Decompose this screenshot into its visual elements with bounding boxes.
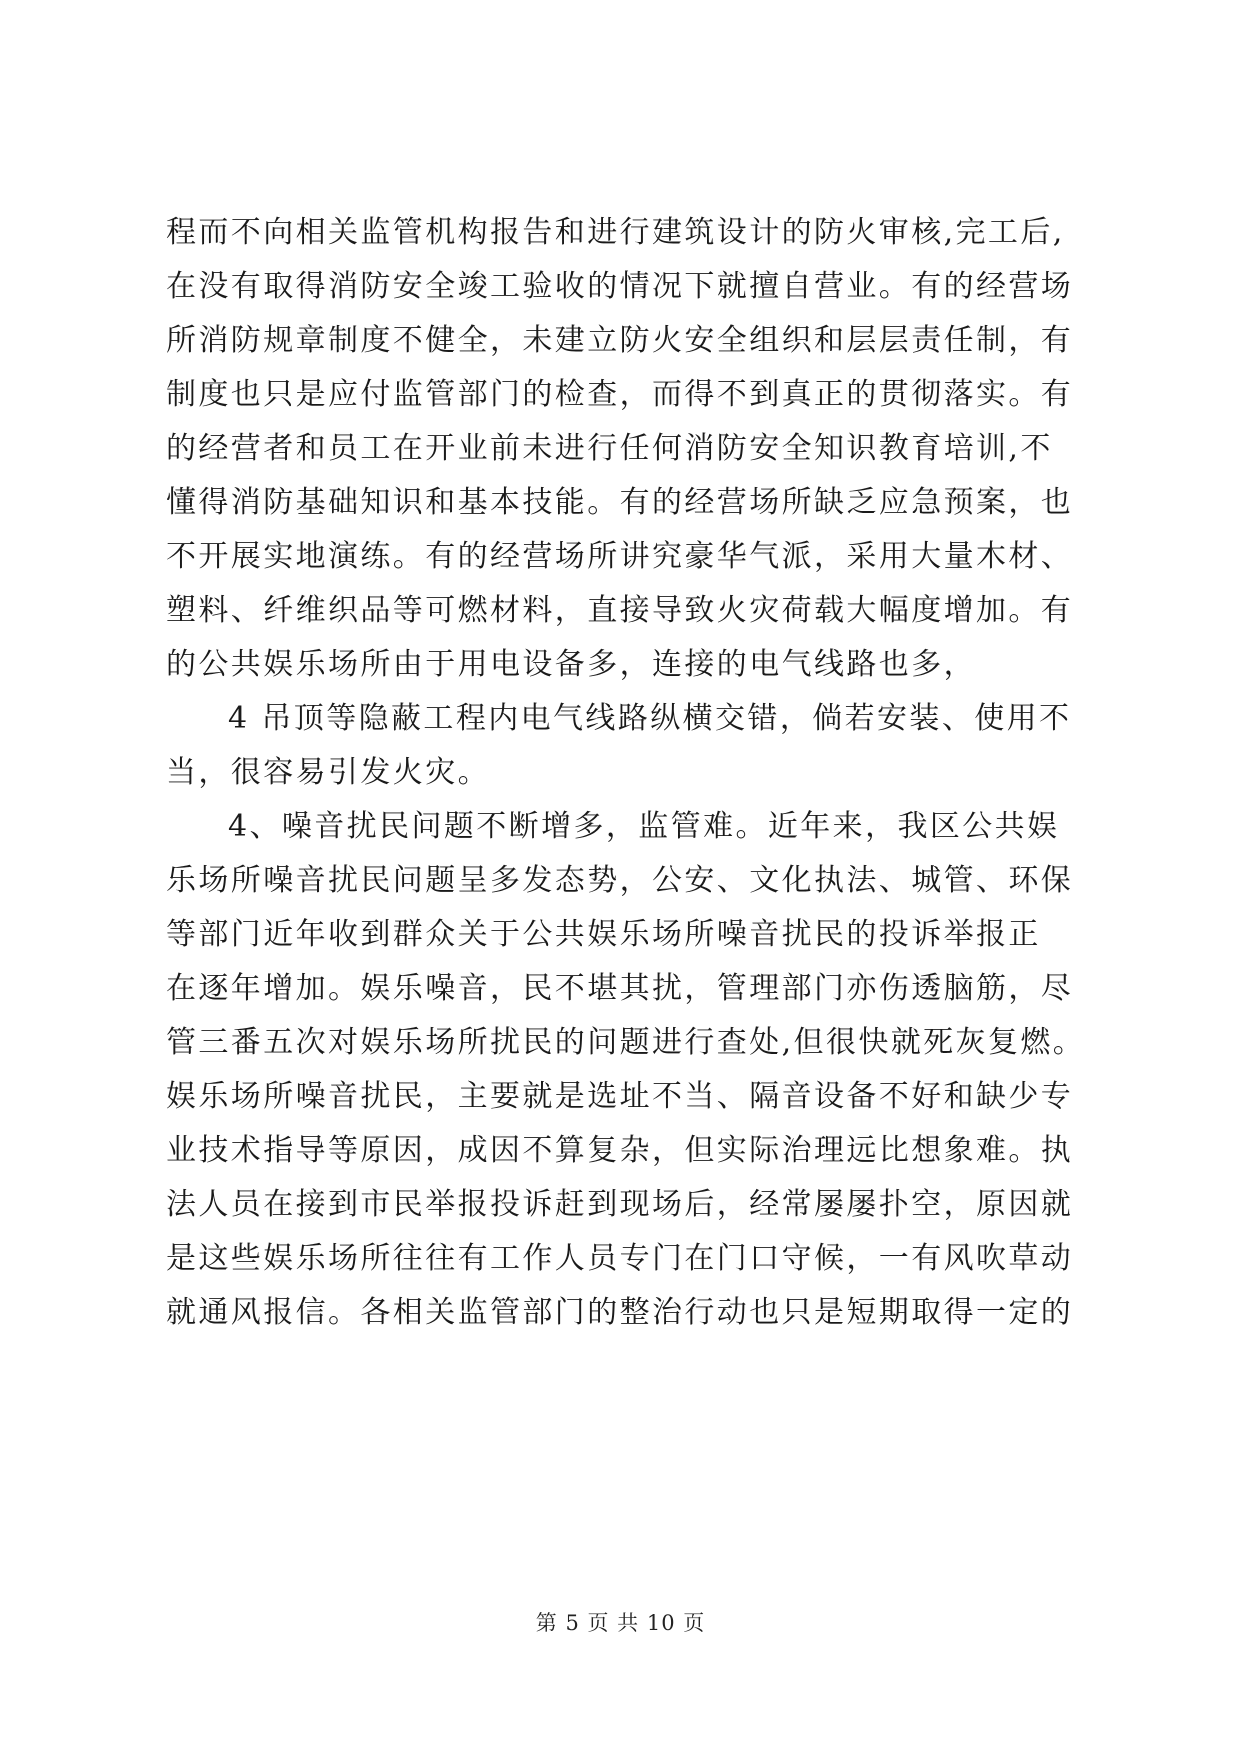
text-line: 乐场所噪音扰民问题呈多发态势，公安、文化执法、城管、环保 (166, 863, 1074, 898)
text-line: 懂得消防基础知识和基本技能。有的经营场所缺乏应急预案，也 (166, 485, 1074, 520)
text-line: 不开展实地演练。有的经营场所讲究豪华气派，采用大量木材、 (166, 539, 1074, 574)
text-line: 所消防规章制度不健全，未建立防火安全组织和层层责任制，有 (166, 323, 1074, 358)
text-line: 娱乐场所噪音扰民，主要就是选址不当、隔音设备不好和缺少专 (166, 1079, 1074, 1114)
text-line: 程而不向相关监管机构报告和进行建筑设计的防火审核,完工后, (166, 215, 1065, 250)
text-line: 塑料、纤维织品等可燃材料，直接导致火灾荷载大幅度增加。有 (166, 593, 1074, 628)
text-line: 当，很容易引发火灾。 (166, 755, 490, 790)
text-line: 业技术指导等原因，成因不算复杂，但实际治理远比想象难。执 (166, 1133, 1074, 1168)
text-line: 4、噪音扰民问题不断增多，监管难。近年来，我区公共娱 (228, 809, 1060, 844)
text-line: 在逐年增加。娱乐噪音，民不堪其扰，管理部门亦伤透脑筋，尽 (166, 971, 1074, 1006)
text-line: 法人员在接到市民举报投诉赶到现场后，经常屡屡扑空，原因就 (166, 1187, 1074, 1222)
text-line: 的经营者和员工在开业前未进行任何消防安全知识教育培训,不 (166, 431, 1053, 466)
page-footer: 第 5 页 共 10 页 (535, 1611, 706, 1635)
text-line: 是这些娱乐场所往往有工作人员专门在门口守候，一有风吹草动 (166, 1241, 1074, 1276)
text-line: 在没有取得消防安全竣工验收的情况下就擅自营业。有的经营场 (166, 269, 1074, 304)
body-text (166, 206, 1106, 1340)
text-line: 就通风报信。各相关监管部门的整治行动也只是短期取得一定的 (166, 1295, 1074, 1330)
text-line: 4 吊顶等隐蔽工程内电气线路纵横交错，倘若安装、使用不 (228, 701, 1072, 736)
text-line: 等部门近年收到群众关于公共娱乐场所噪音扰民的投诉举报正 (166, 917, 1041, 952)
text-line: 的公共娱乐场所由于用电设备多，连接的电气线路也多， (166, 647, 976, 682)
text-line: 管三番五次对娱乐场所扰民的问题进行查处,但很快就死灰复燃。 (166, 1025, 1086, 1060)
text-line: 制度也只是应付监管部门的检查，而得不到真正的贯彻落实。有 (166, 377, 1074, 412)
